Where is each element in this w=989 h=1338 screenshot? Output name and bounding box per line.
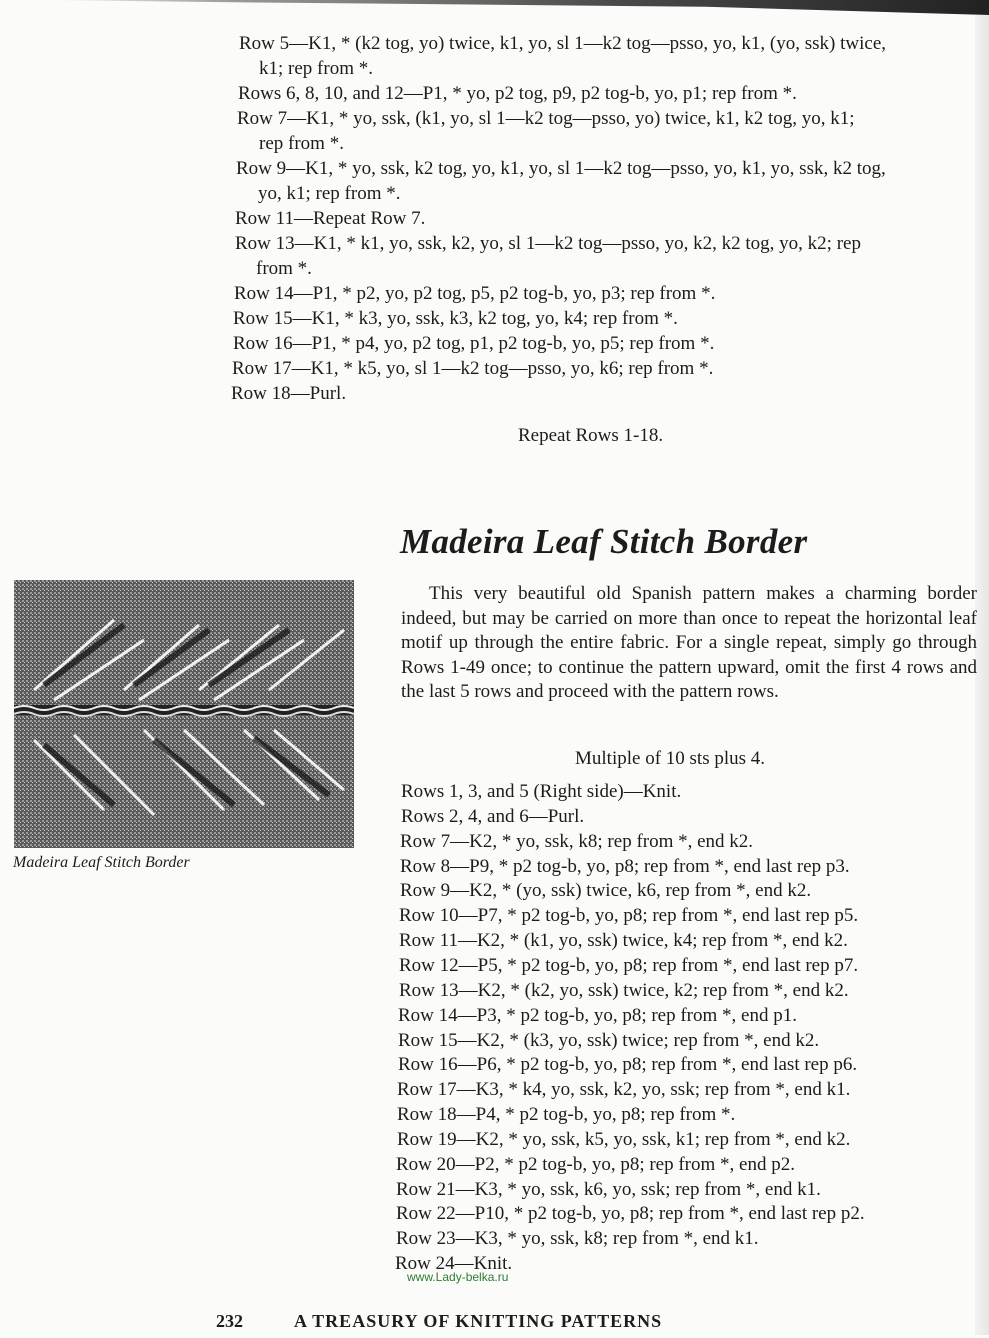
page-number: 232 [216,1311,243,1331]
instruction-line: Row 7—K1, * yo, ssk, (k1, yo, sl 1—k2 tog—psso, yo) twice, k1, k2 tog, yo, k1; [237,108,855,129]
pattern-row: Row 12—P5, * p2 tog-b, yo, p8; rep from *, end last rep p7. [399,954,859,976]
running-footer: A TREASURY OF KNITTING PATTERNS [294,1311,663,1331]
instruction-line: yo, k1; rep from *. [258,183,401,204]
pattern-row: Row 8—P9, * p2 tog-b, yo, p8; rep from *, end last rep p3. [400,855,850,877]
instruction-line: Row 18—Purl. [231,383,347,404]
pattern-row: Row 18—P4, * p2 tog-b, yo, p8; rep from *. [397,1104,736,1126]
pattern-row: Row 10—P7, * p2 tog-b, yo, p8; rep from *, end last rep p5. [399,905,859,927]
photo-caption: Madeira Leaf Stitch Border [13,854,190,871]
pattern-row: Row 13—K2, * (k2, yo, ssk) twice, k2; rep from *, end k2. [399,979,849,1001]
pattern-row: Row 17—K3, * k4, yo, ssk, k2, yo, ssk; rep from *, end k1. [397,1079,851,1101]
leaf-stitch-image [14,580,354,848]
instruction-line: Row 16—P1, * p4, yo, p2 tog, p1, p2 tog-b, yo, p5; rep from *. [233,333,715,354]
instruction-line: Row 14—P1, * p2, yo, p2 tog, p5, p2 tog-b, yo, p3; rep from *. [234,283,716,304]
instruction-line: Row 11—Repeat Row 7. [235,208,426,229]
pattern-row: Row 22—P10, * p2 tog-b, yo, p8; rep from *, end last rep p2. [396,1203,865,1225]
instruction-line: Row 17—K1, * k5, yo, sl 1—k2 tog—psso, yo, k6; rep from *. [232,358,714,379]
instruction-line: k1; rep from *. [259,58,373,79]
pattern-row: Row 15—K2, * (k3, yo, ssk) twice; rep from *, end k2. [398,1029,820,1051]
pattern-row: Row 16—P6, * p2 tog-b, yo, p8; rep from *, end last rep p6. [398,1054,858,1076]
page-edge-shadow [45,0,989,15]
pattern-row: Row 11—K2, * (k1, yo, ssk) twice, k4; rep from *, end k2. [399,930,848,952]
instruction-line: Row 13—K1, * k1, yo, ssk, k2, yo, sl 1—k2 tog—psso, yo, k2, k2 tog, yo, k2; rep [235,233,861,254]
pattern-row: Rows 1, 3, and 5 (Right side)—Knit. [401,781,682,802]
page-gutter [975,15,989,1335]
pattern-row: Row 21—K3, * yo, ssk, k6, yo, ssk; rep from *, end k1. [396,1178,821,1200]
pattern-row: Row 24—Knit. [395,1253,513,1275]
repeat-note: Repeat Rows 1-18. [518,425,664,446]
pattern-row: Row 19—K2, * yo, ssk, k5, yo, ssk, k1; rep from *, end k2. [397,1128,851,1150]
instruction-line: rep from *. [259,133,344,154]
instruction-line: Row 15—K1, * k3, yo, ssk, k3, k2 tog, yo, k4; rep from *. [233,308,678,329]
pattern-multiple: Multiple of 10 sts plus 4. [575,748,766,769]
pattern-row: Row 9—K2, * (yo, ssk) twice, k6, rep from *, end k2. [400,880,812,902]
stitch-photo [14,580,354,848]
watermark-link[interactable]: www.Lady-belka.ru [407,1270,509,1284]
pattern-row: Row 23—K3, * yo, ssk, k8; rep from *, end k1. [396,1228,759,1250]
instruction-line: from *. [256,258,312,279]
instruction-line: Row 5—K1, * (k2 tog, yo) twice, k1, yo, sl 1—k2 tog—psso, yo, k1, (yo, ssk) twice, [239,33,887,54]
instruction-line: Rows 6, 8, 10, and 12—P1, * yo, p2 tog, p9, p2 tog-b, yo, p1; rep from *. [238,83,797,104]
pattern-intro: This very beautiful old Spanish pattern makes a charming border indeed, but may be carried on more than once to repeat the horizontal leaf motif up through the entire fabric. For a single repeat, simply go through Rows 1-49 once; to continue the pattern upward, omit the first 4 rows and the last 5 rows and proceed with the pattern rows. [401,583,977,703]
pattern-row: Row 7—K2, * yo, ssk, k8; rep from *, end k2. [400,830,754,852]
pattern-title: Madeira Leaf Stitch Border [400,522,808,561]
pattern-row: Rows 2, 4, and 6—Purl. [401,805,585,827]
instruction-line: Row 9—K1, * yo, ssk, k2 tog, yo, k1, yo, sl 1—k2 tog—psso, yo, k1, yo, ssk, k2 tog, [236,158,886,179]
pattern-row: Row 20—P2, * p2 tog-b, yo, p8; rep from *, end p2. [396,1153,795,1175]
pattern-row: Row 14—P3, * p2 tog-b, yo, p8; rep from *, end p1. [398,1004,797,1026]
